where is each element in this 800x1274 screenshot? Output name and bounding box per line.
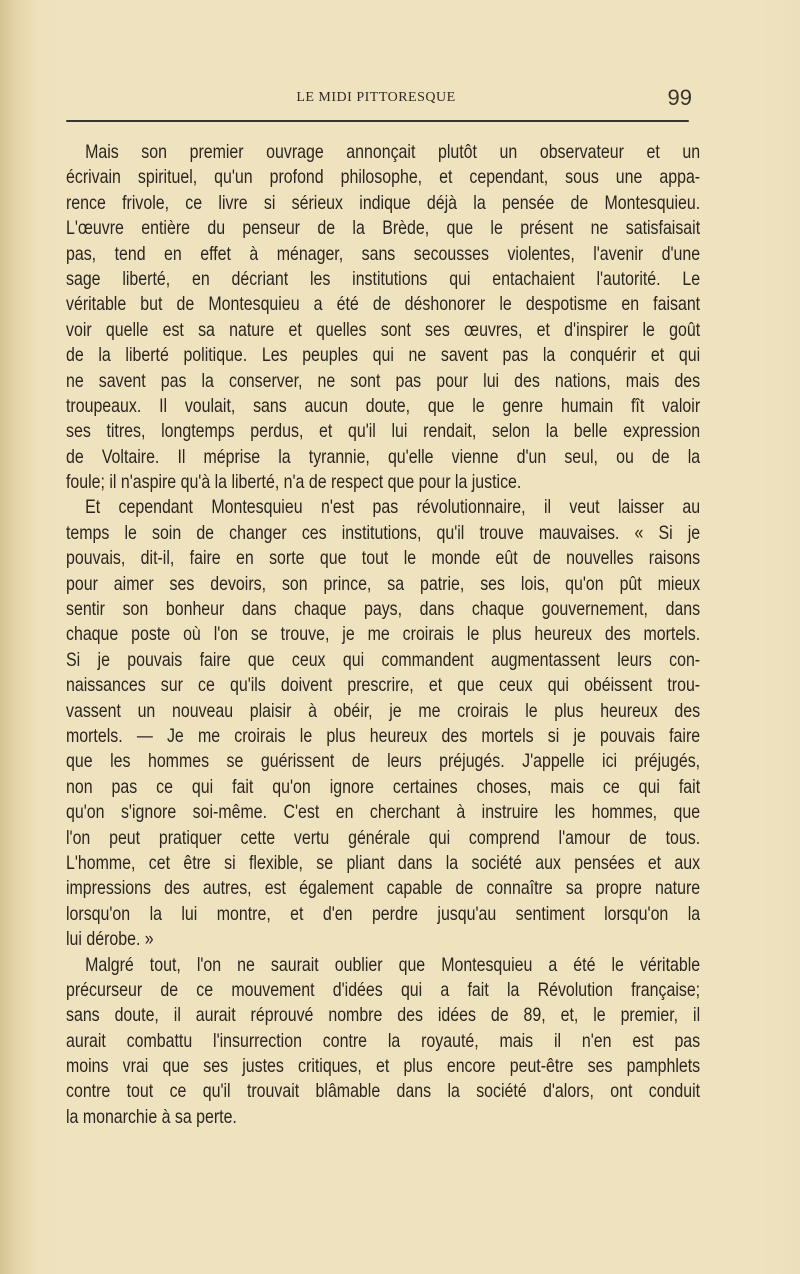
text-line: vassent un nouveau plaisir à obéir, je me croirais le plus heureux des: [66, 700, 701, 722]
text-line: pouvais, dit-il, faire en sorte que tout le monde eût de nouvelles raisons: [66, 548, 701, 570]
text-line: chaque poste où l'on se trouve, je me croirais le plus heureux des mortels.: [66, 624, 701, 646]
text-line: rence frivole, ce livre si sérieux indique déjà la pensée de Montesquieu.: [66, 192, 701, 214]
text-line: véritable but de Montesquieu a été de déshonorer le despotisme en faisant: [66, 294, 701, 316]
page-number: 99: [667, 85, 692, 110]
text-line: Si je pouvais faire que ceux qui commandent augmentassent leurs con-: [66, 649, 701, 671]
text-line: troupeaux. Il voulait, sans aucun doute, que le genre humain fît valoir: [66, 395, 701, 417]
text-line: mortels. — Je me croirais le plus heureux des mortels si je pouvais faire: [66, 725, 701, 747]
text-line: écrivain spirituel, qu'un profond philosophe, et cependant, sous une appa-: [66, 167, 701, 189]
text-line: Et cependant Montesquieu n'est pas révolutionnaire, il veut laisser au: [85, 497, 701, 519]
text-line: l'on peut pratiquer cette vertu générale qui comprend l'amour de tous.: [66, 827, 701, 849]
text-line: la monarchie à sa perte.: [66, 1106, 237, 1128]
text-line: de la liberté politique. Les peuples qui ne savent pas la conquérir et qui: [66, 345, 701, 367]
text-line: moins vrai que ses justes critiques, et plus encore peut-être ses pamphlets: [66, 1056, 701, 1078]
text-line: de Voltaire. Il méprise la tyrannie, qu'elle vienne d'un seul, ou de la: [66, 446, 701, 468]
text-line: ses titres, longtemps perdus, et qu'il lui rendait, selon la belle expression: [66, 421, 701, 443]
text-line: lui dérobe. »: [66, 929, 154, 951]
text-line: L'œuvre entière du penseur de la Brède, que le présent ne satisfaisait: [66, 218, 701, 240]
header-rule: [66, 120, 689, 122]
text-line: pas, tend en effet à ménager, sans secousses violentes, l'avenir d'une: [66, 243, 701, 265]
text-line: foule; il n'aspire qu'à la liberté, n'a de respect que pour la justice.: [66, 472, 522, 494]
text-line: L'homme, cet être si flexible, se pliant dans la société aux pensées et aux: [66, 852, 701, 874]
text-line: Malgré tout, l'on ne saurait oublier que Montesquieu a été le véritable: [85, 954, 701, 976]
body-text: [66, 140, 700, 1130]
running-title: LE MIDI PITTORESQUE: [296, 90, 456, 105]
text-line: qu'on s'ignore soi-même. C'est en cherchant à instruire les hommes, que: [66, 802, 701, 824]
text-line: aurait combattu l'insurrection contre la royauté, mais il n'en est pas: [66, 1030, 701, 1052]
text-line: pour aimer ses devoirs, son prince, sa patrie, ses lois, qu'on pût mieux: [66, 573, 701, 595]
text-line: voir quelle est sa nature et quelles sont ses œuvres, et d'inspirer le goût: [66, 319, 701, 341]
text-line: impressions des autres, est également capable de connaître sa propre nature: [66, 878, 701, 900]
text-line: sentir son bonheur dans chaque pays, dans chaque gouvernement, dans: [66, 599, 701, 621]
text-line: naissances sur ce qu'ils doivent prescrire, et que ceux qui obéissent trou-: [66, 675, 701, 697]
text-line: contre tout ce qu'il trouvait blâmable dans la société d'alors, ont conduit: [66, 1081, 701, 1103]
text-line: Mais son premier ouvrage annonçait plutôt un observateur et un: [85, 142, 701, 163]
running-head: [66, 85, 692, 111]
text-line: sans doute, il aurait réprouvé nombre des idées de 89, et, le premier, il: [66, 1005, 701, 1027]
text-line: non pas ce qui fait qu'on ignore certaines choses, mais ce qui fait: [66, 776, 701, 798]
text-line: ne savent pas la conserver, ne sont pas pour lui des nations, mais des: [66, 370, 701, 392]
text-line: temps le soin de changer ces institutions, qu'il trouve mauvaises. « Si je: [66, 522, 701, 544]
text-line: que les hommes se guérissent de leurs préjugés. J'appelle ici préjugés,: [66, 751, 701, 773]
text-line: précurseur de ce mouvement d'idées qui a fait la Révolution française;: [66, 979, 701, 1001]
text-line: lorsqu'on la lui montre, et d'en perdre jusqu'au sentiment lorsqu'on la: [66, 903, 701, 925]
text-line: sage liberté, en décriant les institutions qui entachaient l'autorité. Le: [66, 268, 701, 290]
